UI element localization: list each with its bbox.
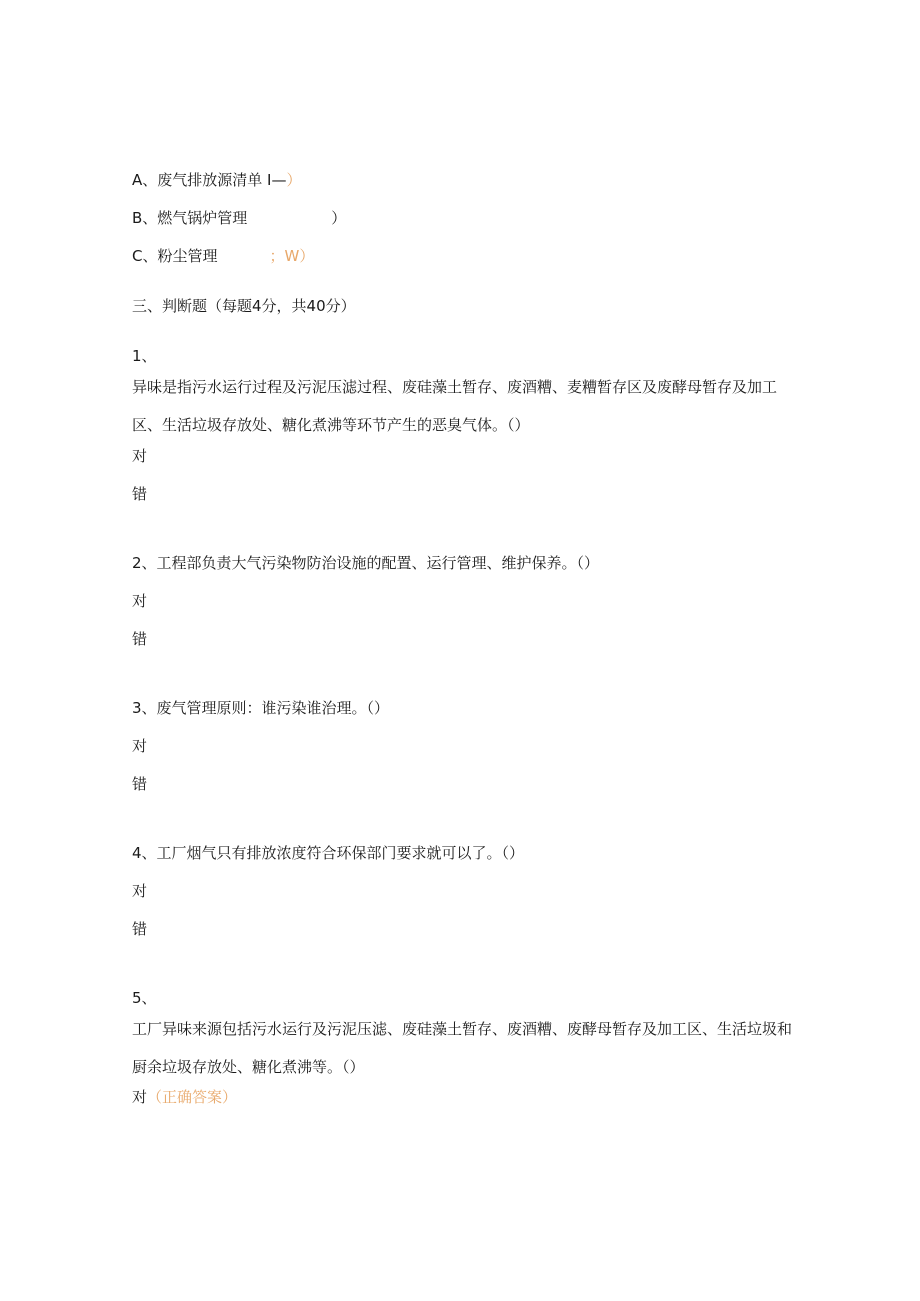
- option-a-mark: ）: [286, 171, 302, 189]
- question-1-text: 异味是指污水运行过程及污泥压滤过程、废硅藻土暂存、废酒糟、麦糟暂存区及废酵母暂存及加工区、生活垃圾存放处、糖化煮沸等环节产生的恶臭气体。（）: [132, 378, 778, 434]
- section-title: 三、判断题（每题4分，共40分）: [132, 297, 356, 315]
- question-5-text: 工厂异味来源包括污水运行及污泥压滤、废硅藻土暂存、废酒糟、废酵母暂存及加工区、生活垃圾和厨余垃圾存放处、糖化煮沸等。（）: [132, 1020, 793, 1076]
- option-c-label: C、粉尘管理: [132, 247, 218, 265]
- question-2-text: 2、工程部负责大气污染物防治设施的配置、运行管理、维护保养。（）: [132, 554, 600, 572]
- question-5-number: 5、: [132, 989, 157, 1007]
- question-3-choice-true[interactable]: 对: [132, 737, 148, 755]
- question-4-choice-false[interactable]: 错: [132, 920, 148, 938]
- question-1-number: 1、: [132, 347, 157, 365]
- correct-answer-note: （正确答案）: [147, 1088, 238, 1106]
- option-b: [132, 208, 346, 228]
- question-1-choice-false[interactable]: 错: [132, 485, 148, 503]
- question-5-choice-label: 对: [132, 1088, 148, 1106]
- question-3-choice-false[interactable]: 错: [132, 775, 148, 793]
- question-4-text: 4、工厂烟气只有排放浓度符合环保部门要求就可以了。（）: [132, 844, 525, 862]
- option-a: [132, 170, 301, 190]
- option-c: [132, 246, 314, 266]
- question-2-choice-true[interactable]: 对: [132, 592, 148, 610]
- option-a-label: A、废气排放源清单 I—: [132, 171, 287, 189]
- option-b-label: B、燃气锅炉管理: [132, 209, 248, 227]
- option-b-mark: ）: [331, 209, 347, 227]
- question-1-choice-true[interactable]: 对: [132, 447, 148, 465]
- question-3-text: 3、废气管理原则：谁污染谁治理。（）: [132, 699, 390, 717]
- question-4-choice-true[interactable]: 对: [132, 882, 148, 900]
- option-c-mark: ；W）: [269, 247, 315, 265]
- question-2-choice-false[interactable]: 错: [132, 630, 148, 648]
- question-5-choice-true[interactable]: [132, 1087, 237, 1107]
